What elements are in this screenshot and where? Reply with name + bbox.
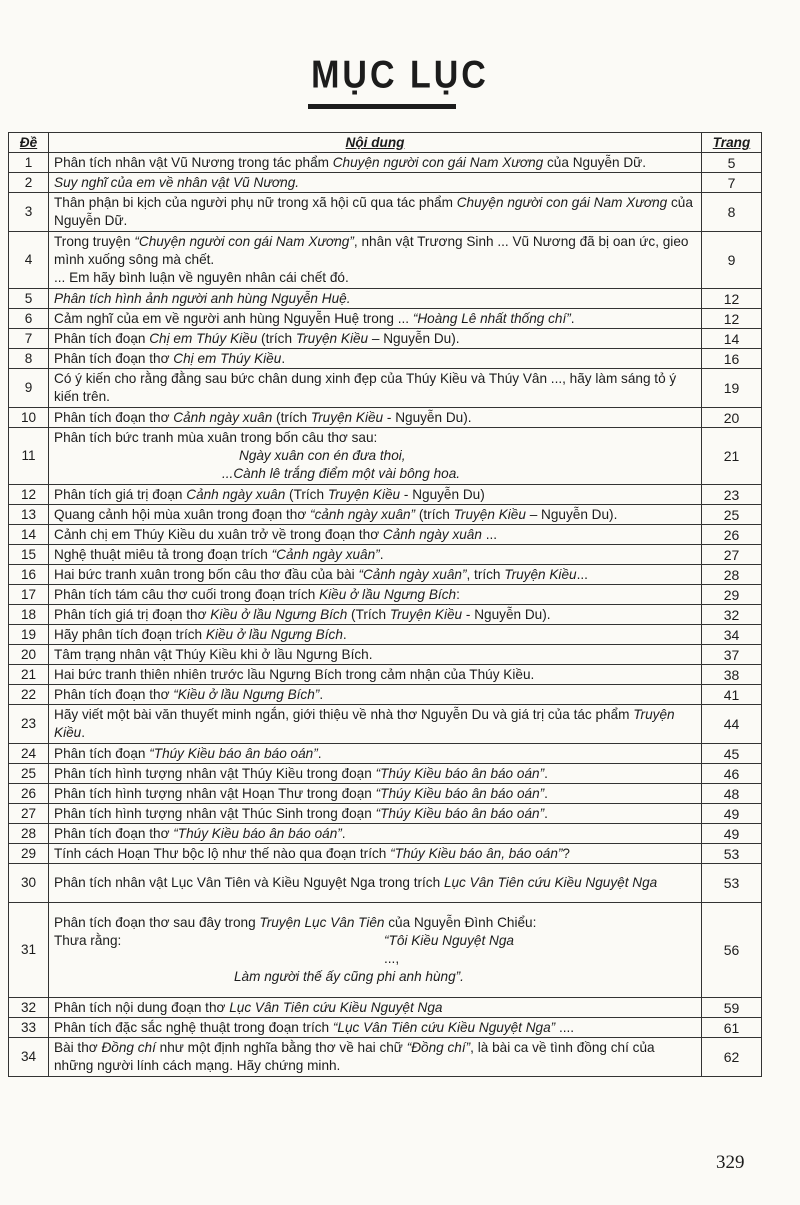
- table-row: [9, 173, 762, 193]
- row-page: 16: [702, 349, 762, 369]
- row-content: Hãy viết một bài văn thuyết minh ngắn, giới thiệu về nhà thơ Nguyễn Du và giá trị của tác phẩm Truyện Kiều.: [49, 705, 702, 744]
- table-row: [9, 824, 762, 844]
- row-content: Phân tích hình tượng nhân vật Thúy Kiều trong đoạn “Thúy Kiều báo ân báo oán”.: [49, 764, 702, 784]
- row-page: 44: [702, 705, 762, 744]
- table-row: [9, 585, 762, 605]
- row-page: 19: [702, 369, 762, 408]
- row-content: Thân phận bi kịch của người phụ nữ trong xã hội cũ qua tác phẩm Chuyện người con gái Nam Xương của Nguyễn Dữ.: [49, 193, 702, 232]
- row-content: Phân tích nội dung đoạn thơ Lục Vân Tiên cứu Kiều Nguyệt Nga: [49, 998, 702, 1018]
- table-row: [9, 625, 762, 645]
- row-page: 37: [702, 645, 762, 665]
- table-row: [9, 545, 762, 565]
- table-row: [9, 665, 762, 685]
- row-page: 7: [702, 173, 762, 193]
- row-num: 1: [9, 153, 49, 173]
- row-num: 16: [9, 565, 49, 585]
- row-num: 18: [9, 605, 49, 625]
- row-content: Phân tích đoạn thơ “Kiều ở lầu Ngưng Bích”.: [49, 685, 702, 705]
- row-page: 41: [702, 685, 762, 705]
- table-row: [9, 193, 762, 232]
- table-row: [9, 1038, 762, 1077]
- row-content: Tính cách Hoạn Thư bộc lộ như thế nào qua đoạn trích “Thúy Kiều báo ân, báo oán”?: [49, 844, 702, 864]
- row-content: Phân tích giá trị đoạn Cảnh ngày xuân (Trích Truyện Kiều - Nguyễn Du): [49, 485, 702, 505]
- table-row: [9, 153, 762, 173]
- row-num: 21: [9, 665, 49, 685]
- row-page: 28: [702, 565, 762, 585]
- row-page: 29: [702, 585, 762, 605]
- row-num: 10: [9, 408, 49, 428]
- toc-table: [8, 132, 762, 1077]
- row-page: 56: [702, 903, 762, 998]
- row-page: 5: [702, 153, 762, 173]
- row-content: Cảm nghĩ của em về người anh hùng Nguyễn Huệ trong ... “Hoàng Lê nhất thống chí”.: [49, 309, 702, 329]
- row-page: 27: [702, 545, 762, 565]
- row-num: 31: [9, 903, 49, 998]
- row-page: 32: [702, 605, 762, 625]
- table-row: [9, 998, 762, 1018]
- row-content: Trong truyện “Chuyện người con gái Nam Xương”, nhân vật Trương Sinh ... Vũ Nương đã bị oan ức, gieo mình xuống sông mà chết. ... Em hãy bình luận về nguyên nhân cái chết đó.: [49, 232, 702, 289]
- row-content: Tâm trạng nhân vật Thúy Kiều khi ở lầu Ngưng Bích.: [49, 645, 702, 665]
- table-row: [9, 804, 762, 824]
- row-page: 9: [702, 232, 762, 289]
- row-content: Phân tích nhân vật Vũ Nương trong tác phẩm Chuyện người con gái Nam Xương của Nguyễn Dữ.: [49, 153, 702, 173]
- table-row: [9, 764, 762, 784]
- table-row: [9, 605, 762, 625]
- table-row: [9, 705, 762, 744]
- table-row: [9, 232, 762, 289]
- row-page: 48: [702, 784, 762, 804]
- row-page: 26: [702, 525, 762, 545]
- page-title: MỤC LỤC: [311, 53, 489, 97]
- table-row: [9, 645, 762, 665]
- row-num: 25: [9, 764, 49, 784]
- row-num: 15: [9, 545, 49, 565]
- row-num: 28: [9, 824, 49, 844]
- row-num: 22: [9, 685, 49, 705]
- table-row: [9, 369, 762, 408]
- row-num: 12: [9, 485, 49, 505]
- row-page: 12: [702, 309, 762, 329]
- table-row: [9, 744, 762, 764]
- row-content: Bài thơ Đồng chí như một định nghĩa bằng thơ về hai chữ “Đồng chí”, là bài ca về tình đồng chí của những người lính cách mạng. Hãy chứng minh.: [49, 1038, 702, 1077]
- row-num: 6: [9, 309, 49, 329]
- row-page: 34: [702, 625, 762, 645]
- table-row: [9, 309, 762, 329]
- row-num: 19: [9, 625, 49, 645]
- row-content: Phân tích tám câu thơ cuối trong đoạn trích Kiều ở lầu Ngưng Bích:: [49, 585, 702, 605]
- row-num: 9: [9, 369, 49, 408]
- row-content: Phân tích đoạn thơ “Thúy Kiều báo ân báo oán”.: [49, 824, 702, 844]
- row-page: 49: [702, 824, 762, 844]
- row-num: 26: [9, 784, 49, 804]
- row-content: Phân tích đoạn thơ Chị em Thúy Kiều.: [49, 349, 702, 369]
- row-num: 33: [9, 1018, 49, 1038]
- row-page: 14: [702, 329, 762, 349]
- row-content: Hai bức tranh xuân trong bốn câu thơ đầu của bài “Cảnh ngày xuân”, trích Truyện Kiều...: [49, 565, 702, 585]
- row-num: 2: [9, 173, 49, 193]
- row-num: 7: [9, 329, 49, 349]
- row-num: 14: [9, 525, 49, 545]
- row-num: 24: [9, 744, 49, 764]
- row-content: Phân tích hình ảnh người anh hùng Nguyễn Huệ.: [49, 289, 702, 309]
- row-content: Phân tích giá trị đoạn thơ Kiều ở lầu Ngưng Bích (Trích Truyện Kiều - Nguyễn Du).: [49, 605, 702, 625]
- row-num: 29: [9, 844, 49, 864]
- table-row: [9, 349, 762, 369]
- row-content: Có ý kiến cho rằng đằng sau bức chân dung xinh đẹp của Thúy Kiều và Thúy Vân ..., hãy làm sáng tỏ ý kiến trên.: [49, 369, 702, 408]
- row-num: 8: [9, 349, 49, 369]
- row-content: Phân tích hình tượng nhân vật Hoạn Thư trong đoạn “Thúy Kiều báo ân báo oán”.: [49, 784, 702, 804]
- row-content: Phân tích nhân vật Lục Vân Tiên và Kiều Nguyệt Nga trong trích Lục Vân Tiên cứu Kiều Nguyệt Nga: [49, 864, 702, 903]
- row-page: 25: [702, 505, 762, 525]
- row-page: 53: [702, 844, 762, 864]
- row-page: 45: [702, 744, 762, 764]
- row-num: 30: [9, 864, 49, 903]
- row-num: 13: [9, 505, 49, 525]
- row-page: 38: [702, 665, 762, 685]
- row-page: 61: [702, 1018, 762, 1038]
- table-row: [9, 485, 762, 505]
- row-content: Suy nghĩ của em về nhân vật Vũ Nương.: [49, 173, 702, 193]
- row-content: Phân tích hình tượng nhân vật Thúc Sinh trong đoạn “Thúy Kiều báo ân báo oán”.: [49, 804, 702, 824]
- table-row: [9, 864, 762, 903]
- row-num: 23: [9, 705, 49, 744]
- table-row: [9, 844, 762, 864]
- row-content: Phân tích đoạn “Thúy Kiều báo ân báo oán”.: [49, 744, 702, 764]
- table-row: [9, 525, 762, 545]
- row-content: Phân tích đoạn thơ sau đây trong Truyện Lục Vân Tiên của Nguyễn Đình Chiểu: Thưa rằng: “Tôi Kiều Nguyệt Nga ..., Làm người thế ấy cũng phi anh hùng”.: [49, 903, 702, 998]
- header-content: Nội dung: [49, 133, 702, 153]
- table-row: [9, 1018, 762, 1038]
- row-num: 3: [9, 193, 49, 232]
- row-page: 46: [702, 764, 762, 784]
- title-underline: [308, 104, 456, 109]
- table-header-row: [9, 133, 762, 153]
- row-num: 20: [9, 645, 49, 665]
- row-num: 32: [9, 998, 49, 1018]
- table-row: [9, 784, 762, 804]
- row-content: Hãy phân tích đoạn trích Kiều ở lầu Ngưng Bích.: [49, 625, 702, 645]
- row-page: 62: [702, 1038, 762, 1077]
- row-content: Quang cảnh hội mùa xuân trong đoạn thơ “cảnh ngày xuân” (trích Truyện Kiều – Nguyễn Du).: [49, 505, 702, 525]
- page-number: 329: [716, 1152, 745, 1173]
- table-row: [9, 408, 762, 428]
- row-num: 11: [9, 428, 49, 485]
- row-content: Cảnh chị em Thúy Kiều du xuân trở về trong đoạn thơ Cảnh ngày xuân ...: [49, 525, 702, 545]
- row-content: Phân tích đặc sắc nghệ thuật trong đoạn trích “Lục Vân Tiên cứu Kiều Nguyệt Nga” ....: [49, 1018, 702, 1038]
- header-page: Trang: [702, 133, 762, 153]
- header-num: Đề: [9, 133, 49, 153]
- row-page: 21: [702, 428, 762, 485]
- row-page: 20: [702, 408, 762, 428]
- table-row: [9, 505, 762, 525]
- table-row: [9, 329, 762, 349]
- row-page: 8: [702, 193, 762, 232]
- row-page: 23: [702, 485, 762, 505]
- row-num: 4: [9, 232, 49, 289]
- table-row: [9, 428, 762, 485]
- row-page: 59: [702, 998, 762, 1018]
- table-row: [9, 903, 762, 998]
- table-row: [9, 565, 762, 585]
- table-row: [9, 685, 762, 705]
- row-page: 49: [702, 804, 762, 824]
- row-num: 34: [9, 1038, 49, 1077]
- row-num: 17: [9, 585, 49, 605]
- row-content: Hai bức tranh thiên nhiên trước lầu Ngưng Bích trong cảm nhận của Thúy Kiều.: [49, 665, 702, 685]
- row-num: 27: [9, 804, 49, 824]
- row-page: 12: [702, 289, 762, 309]
- row-page: 53: [702, 864, 762, 903]
- table-row: [9, 289, 762, 309]
- row-content: Nghệ thuật miêu tả trong đoạn trích “Cảnh ngày xuân”.: [49, 545, 702, 565]
- row-content: Phân tích bức tranh mùa xuân trong bốn câu thơ sau: Ngày xuân con én đưa thoi, ...Cành lê trắng điểm một vài bông hoa.: [49, 428, 702, 485]
- row-num: 5: [9, 289, 49, 309]
- row-content: Phân tích đoạn thơ Cảnh ngày xuân (trích Truyện Kiều - Nguyễn Du).: [49, 408, 702, 428]
- row-content: Phân tích đoạn Chị em Thúy Kiều (trích Truyện Kiều – Nguyễn Du).: [49, 329, 702, 349]
